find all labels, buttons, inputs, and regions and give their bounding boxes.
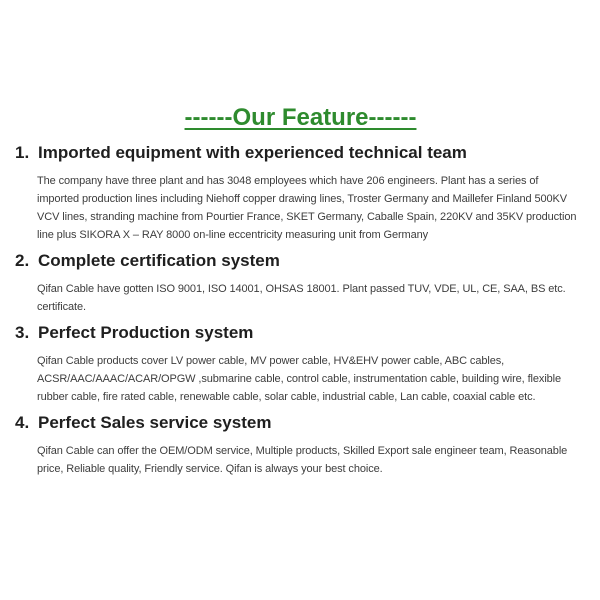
section-heading — [15, 412, 586, 434]
body-line: imported production lines including Niehoff copper drawing lines, Troster Germany and Maillefer Finland 500KV — [37, 193, 568, 205]
feature-section-1 — [15, 142, 586, 244]
section-number: 2. — [15, 251, 30, 270]
feature-section-4 — [15, 412, 586, 478]
page-title-text: ------Our Feature------ — [184, 104, 417, 131]
section-heading-text: Perfect Production system — [38, 323, 254, 342]
body-line: Qifan Cable have gotten ISO 9001, ISO 14001, OHSAS 18001. Plant passed TUV, VDE, UL, CE, SAA, BS etc. — [37, 283, 566, 295]
body-line: ACSR/AAC/AAAC/ACAR/OPGW ,submarine cable, control cable, instrumentation cable, building wire, flexible — [37, 373, 562, 385]
body-line: certificate. — [37, 301, 86, 313]
body-line: Qifan Cable products cover LV power cable, MV power cable, HV&EHV power cable, ABC cables, — [37, 355, 505, 367]
section-number: 3. — [15, 323, 30, 342]
section-heading — [15, 142, 586, 164]
page-title — [15, 103, 586, 133]
section-heading — [15, 250, 586, 272]
body-line: The company have three plant and has 3048 employees which have 206 engineers. Plant has a series of — [37, 175, 539, 187]
section-heading — [15, 322, 586, 344]
section-number: 1. — [15, 143, 30, 162]
body-line: Qifan Cable can offer the OEM/ODM service, Multiple products, Skilled Export sale engineer team, Reasonable — [37, 445, 568, 457]
feature-section-3 — [15, 322, 586, 406]
body-line: price, Reliable quality, Friendly service. Qifan is always your best choice. — [37, 463, 383, 475]
body-line: line plus SIKORA X – RAY 8000 on-line eccentricity measuring unit from Germany — [37, 229, 429, 241]
section-heading-text: Perfect Sales service system — [38, 413, 272, 432]
section-number: 4. — [15, 413, 30, 432]
section-heading-text: Complete certification system — [38, 251, 280, 270]
section-body — [37, 442, 586, 478]
body-line: rubber cable, fire rated cable, renewable cable, solar cable, industrial cable, Lan cable, coaxial cable etc. — [37, 391, 536, 403]
feature-section-2 — [15, 250, 586, 316]
section-body — [37, 172, 586, 244]
section-heading-text: Imported equipment with experienced technical team — [38, 143, 467, 162]
body-line: VCV lines, stranding machine from Pourtier France, SKET Germany, Caballe Spain, 220KV and 35KV production — [37, 211, 577, 223]
section-body — [37, 280, 586, 316]
section-body — [37, 352, 586, 406]
